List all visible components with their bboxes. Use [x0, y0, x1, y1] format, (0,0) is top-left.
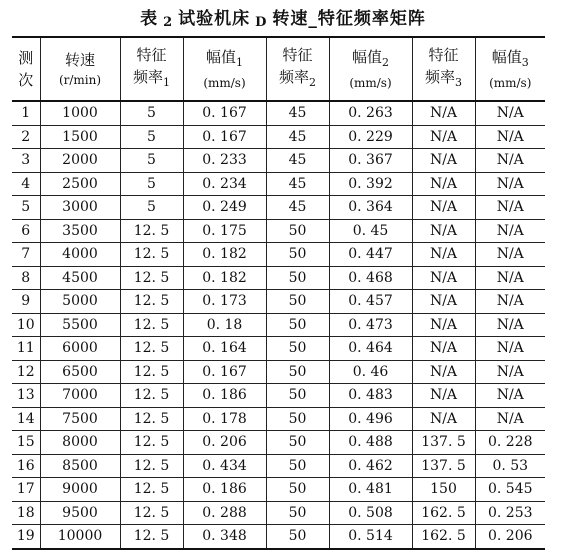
- amp-1-cell: 0. 182: [183, 243, 266, 267]
- table-row: [12, 290, 545, 314]
- header-freq-1-sub: 1: [163, 76, 170, 89]
- table-row: [12, 243, 545, 267]
- header-amp-2: [329, 37, 412, 101]
- freq-3-cell: N/A: [412, 172, 475, 196]
- amp-3-cell: N/A: [475, 290, 545, 314]
- freq-2-cell: 50: [266, 501, 329, 525]
- header-speed-unit: (r/min): [58, 73, 102, 87]
- amp-2-cell: 0. 364: [329, 196, 412, 220]
- speed-cell: 10000: [40, 525, 120, 549]
- speed-cell: 6500: [40, 360, 120, 384]
- amp-1-cell: 0. 167: [183, 125, 266, 149]
- freq-2-cell: 45: [266, 125, 329, 149]
- freq-1-cell: 5: [120, 172, 183, 196]
- header-freq-3-line2: 频率: [424, 68, 455, 86]
- freq-2-cell: 50: [266, 478, 329, 502]
- freq-2-cell: 50: [266, 431, 329, 455]
- freq-3-cell: N/A: [412, 125, 475, 149]
- amp-1-cell: 0. 434: [183, 454, 266, 478]
- freq-1-cell: 12. 5: [120, 525, 183, 549]
- table-row: [12, 337, 545, 361]
- amp-3-cell: N/A: [475, 196, 545, 220]
- freq-3-cell: N/A: [412, 384, 475, 408]
- amp-1-cell: 0. 249: [183, 196, 266, 220]
- freq-2-cell: 50: [266, 290, 329, 314]
- table-caption: [0, 4, 566, 30]
- amp-2-cell: 0. 45: [329, 219, 412, 243]
- speed-cell: 8000: [40, 431, 120, 455]
- amp-1-cell: 0. 288: [183, 501, 266, 525]
- header-amp-1-label: 幅值: [205, 48, 236, 66]
- header-amp-3: [475, 37, 545, 101]
- test-no-cell: 13: [12, 384, 40, 408]
- amp-2-cell: 0. 496: [329, 407, 412, 431]
- table-row: [12, 219, 545, 243]
- amp-2-cell: 0. 481: [329, 478, 412, 502]
- freq-2-cell: 45: [266, 101, 329, 125]
- amp-2-cell: 0. 514: [329, 525, 412, 549]
- header-freq-1-line1: 特征: [136, 46, 167, 64]
- test-no-cell: 17: [12, 478, 40, 502]
- freq-3-cell: N/A: [412, 101, 475, 125]
- test-no-cell: 3: [12, 149, 40, 173]
- test-no-cell: 11: [12, 337, 40, 361]
- speed-cell: 5000: [40, 290, 120, 314]
- test-no-cell: 5: [12, 196, 40, 220]
- table-row: [12, 501, 545, 525]
- freq-2-cell: 50: [266, 266, 329, 290]
- caption-machine: D: [255, 15, 268, 30]
- test-no-cell: 9: [12, 290, 40, 314]
- amp-2-cell: 0. 488: [329, 431, 412, 455]
- table-row: [12, 384, 545, 408]
- amp-2-cell: 0. 392: [329, 172, 412, 196]
- amp-1-cell: 0. 178: [183, 407, 266, 431]
- header-freq-1: [120, 37, 183, 101]
- amp-3-cell: N/A: [475, 360, 545, 384]
- amp-2-cell: 0. 447: [329, 243, 412, 267]
- amp-1-cell: 0. 233: [183, 149, 266, 173]
- header-test-no-line2: 次: [18, 71, 34, 89]
- table-row: [12, 266, 545, 290]
- table-row: [12, 149, 545, 173]
- speed-cell: 8500: [40, 454, 120, 478]
- amp-1-cell: 0. 167: [183, 360, 266, 384]
- amp-2-cell: 0. 462: [329, 454, 412, 478]
- test-no-cell: 8: [12, 266, 40, 290]
- freq-1-cell: 12. 5: [120, 219, 183, 243]
- freq-1-cell: 12. 5: [120, 290, 183, 314]
- test-no-cell: 12: [12, 360, 40, 384]
- header-freq-2-sub: 2: [309, 76, 316, 89]
- amp-3-cell: 0. 53: [475, 454, 545, 478]
- header-freq-2-line1: 特征: [282, 46, 313, 64]
- freq-1-cell: 12. 5: [120, 384, 183, 408]
- amp-3-cell: N/A: [475, 243, 545, 267]
- table-row: [12, 407, 545, 431]
- header-amp-3-sub: 3: [521, 56, 529, 69]
- speed-cell: 3000: [40, 196, 120, 220]
- freq-2-cell: 50: [266, 525, 329, 549]
- freq-1-cell: 12. 5: [120, 313, 183, 337]
- speed-cell: 6000: [40, 337, 120, 361]
- table-row: [12, 454, 545, 478]
- header-speed: [40, 37, 120, 101]
- freq-1-cell: 5: [120, 196, 183, 220]
- amp-1-cell: 0. 175: [183, 219, 266, 243]
- freq-3-cell: N/A: [412, 360, 475, 384]
- header-freq-2: [266, 37, 329, 101]
- amp-1-cell: 0. 234: [183, 172, 266, 196]
- freq-3-cell: N/A: [412, 149, 475, 173]
- freq-1-cell: 12. 5: [120, 407, 183, 431]
- freq-1-cell: 12. 5: [120, 501, 183, 525]
- freq-2-cell: 50: [266, 384, 329, 408]
- amp-2-cell: 0. 263: [329, 101, 412, 125]
- speed-cell: 5500: [40, 313, 120, 337]
- amp-2-cell: 0. 457: [329, 290, 412, 314]
- amp-3-cell: N/A: [475, 407, 545, 431]
- caption-prefix: 表: [140, 9, 159, 29]
- speed-cell: 2500: [40, 172, 120, 196]
- table-row: [12, 525, 545, 549]
- freq-2-cell: 50: [266, 454, 329, 478]
- amp-1-cell: 0. 173: [183, 290, 266, 314]
- header-amp-2-sub: 2: [382, 56, 389, 69]
- freq-2-cell: 50: [266, 243, 329, 267]
- speed-cell: 4000: [40, 243, 120, 267]
- speed-cell: 1000: [40, 101, 120, 125]
- freq-3-cell: 162. 5: [412, 501, 475, 525]
- test-no-cell: 19: [12, 525, 40, 549]
- amp-3-cell: N/A: [475, 149, 545, 173]
- freq-2-cell: 45: [266, 196, 329, 220]
- header-row: [12, 37, 545, 101]
- header-freq-1-line2: 频率: [132, 68, 163, 86]
- amp-3-cell: N/A: [475, 101, 545, 125]
- table-row: [12, 478, 545, 502]
- amp-3-cell: N/A: [475, 384, 545, 408]
- header-amp-3-label: 幅值: [491, 48, 522, 66]
- table-body: [12, 101, 545, 549]
- speed-cell: 2000: [40, 149, 120, 173]
- amp-3-cell: N/A: [475, 172, 545, 196]
- speed-frequency-matrix-table: [12, 36, 545, 550]
- test-no-cell: 6: [12, 219, 40, 243]
- freq-2-cell: 45: [266, 172, 329, 196]
- header-amp-1: [183, 37, 266, 101]
- freq-3-cell: 150: [412, 478, 475, 502]
- speed-cell: 7000: [40, 384, 120, 408]
- freq-3-cell: N/A: [412, 407, 475, 431]
- test-no-cell: 10: [12, 313, 40, 337]
- caption-number: 2: [163, 15, 174, 30]
- speed-cell: 3500: [40, 219, 120, 243]
- freq-2-cell: 50: [266, 337, 329, 361]
- amp-3-cell: N/A: [475, 219, 545, 243]
- header-amp-2-unit: (mm/s): [349, 76, 392, 90]
- amp-1-cell: 0. 167: [183, 101, 266, 125]
- freq-2-cell: 50: [266, 407, 329, 431]
- table-row: [12, 196, 545, 220]
- speed-cell: 4500: [40, 266, 120, 290]
- speed-cell: 9500: [40, 501, 120, 525]
- amp-2-cell: 0. 464: [329, 337, 412, 361]
- freq-3-cell: N/A: [412, 313, 475, 337]
- test-no-cell: 16: [12, 454, 40, 478]
- freq-2-cell: 50: [266, 360, 329, 384]
- table-row: [12, 360, 545, 384]
- table-row: [12, 172, 545, 196]
- test-no-cell: 1: [12, 101, 40, 125]
- header-freq-3-line1: 特征: [428, 46, 459, 64]
- table-row: [12, 125, 545, 149]
- amp-1-cell: 0. 186: [183, 478, 266, 502]
- freq-1-cell: 12. 5: [120, 266, 183, 290]
- freq-1-cell: 12. 5: [120, 360, 183, 384]
- amp-1-cell: 0. 348: [183, 525, 266, 549]
- header-amp-3-unit: (mm/s): [489, 76, 532, 90]
- caption-title-a: 试验机床: [178, 9, 251, 29]
- amp-2-cell: 0. 483: [329, 384, 412, 408]
- amp-3-cell: 0. 228: [475, 431, 545, 455]
- freq-1-cell: 12. 5: [120, 431, 183, 455]
- table-row: [12, 101, 545, 125]
- freq-1-cell: 12. 5: [120, 478, 183, 502]
- freq-3-cell: 162. 5: [412, 525, 475, 549]
- amp-1-cell: 0. 18: [183, 313, 266, 337]
- amp-3-cell: 0. 206: [475, 525, 545, 549]
- amp-2-cell: 0. 367: [329, 149, 412, 173]
- freq-3-cell: N/A: [412, 337, 475, 361]
- amp-2-cell: 0. 46: [329, 360, 412, 384]
- caption-title-b: 转速_特征频率矩阵: [272, 9, 426, 29]
- amp-1-cell: 0. 206: [183, 431, 266, 455]
- freq-3-cell: N/A: [412, 290, 475, 314]
- amp-2-cell: 0. 468: [329, 266, 412, 290]
- speed-cell: 7500: [40, 407, 120, 431]
- freq-2-cell: 50: [266, 219, 329, 243]
- header-amp-1-unit: (mm/s): [203, 76, 246, 90]
- header-amp-2-label: 幅值: [351, 48, 382, 66]
- amp-2-cell: 0. 473: [329, 313, 412, 337]
- test-no-cell: 2: [12, 125, 40, 149]
- freq-3-cell: 137. 5: [412, 454, 475, 478]
- test-no-cell: 18: [12, 501, 40, 525]
- header-freq-2-line2: 频率: [278, 68, 309, 86]
- freq-3-cell: N/A: [412, 266, 475, 290]
- freq-3-cell: 137. 5: [412, 431, 475, 455]
- header-freq-3: [412, 37, 475, 101]
- amp-3-cell: N/A: [475, 337, 545, 361]
- freq-2-cell: 50: [266, 313, 329, 337]
- amp-3-cell: N/A: [475, 125, 545, 149]
- header-speed-label: 转速: [64, 51, 95, 69]
- freq-3-cell: N/A: [412, 243, 475, 267]
- table-row: [12, 313, 545, 337]
- freq-1-cell: 5: [120, 101, 183, 125]
- freq-3-cell: N/A: [412, 196, 475, 220]
- header-test-no-line1: 测: [18, 49, 34, 67]
- amp-1-cell: 0. 164: [183, 337, 266, 361]
- test-no-cell: 15: [12, 431, 40, 455]
- freq-1-cell: 12. 5: [120, 337, 183, 361]
- amp-1-cell: 0. 186: [183, 384, 266, 408]
- freq-1-cell: 12. 5: [120, 454, 183, 478]
- speed-cell: 1500: [40, 125, 120, 149]
- amp-2-cell: 0. 508: [329, 501, 412, 525]
- header-amp-1-sub: 1: [236, 56, 243, 69]
- amp-3-cell: N/A: [475, 313, 545, 337]
- header-test-no: [12, 37, 40, 101]
- amp-1-cell: 0. 182: [183, 266, 266, 290]
- freq-1-cell: 5: [120, 125, 183, 149]
- amp-2-cell: 0. 229: [329, 125, 412, 149]
- test-no-cell: 7: [12, 243, 40, 267]
- freq-3-cell: N/A: [412, 219, 475, 243]
- test-no-cell: 14: [12, 407, 40, 431]
- freq-1-cell: 12. 5: [120, 243, 183, 267]
- table-row: [12, 431, 545, 455]
- test-no-cell: 4: [12, 172, 40, 196]
- amp-3-cell: 0. 545: [475, 478, 545, 502]
- speed-cell: 9000: [40, 478, 120, 502]
- amp-3-cell: N/A: [475, 266, 545, 290]
- amp-3-cell: 0. 253: [475, 501, 545, 525]
- header-freq-3-sub: 3: [455, 76, 462, 89]
- freq-1-cell: 5: [120, 149, 183, 173]
- table-header: [12, 37, 545, 101]
- freq-2-cell: 45: [266, 149, 329, 173]
